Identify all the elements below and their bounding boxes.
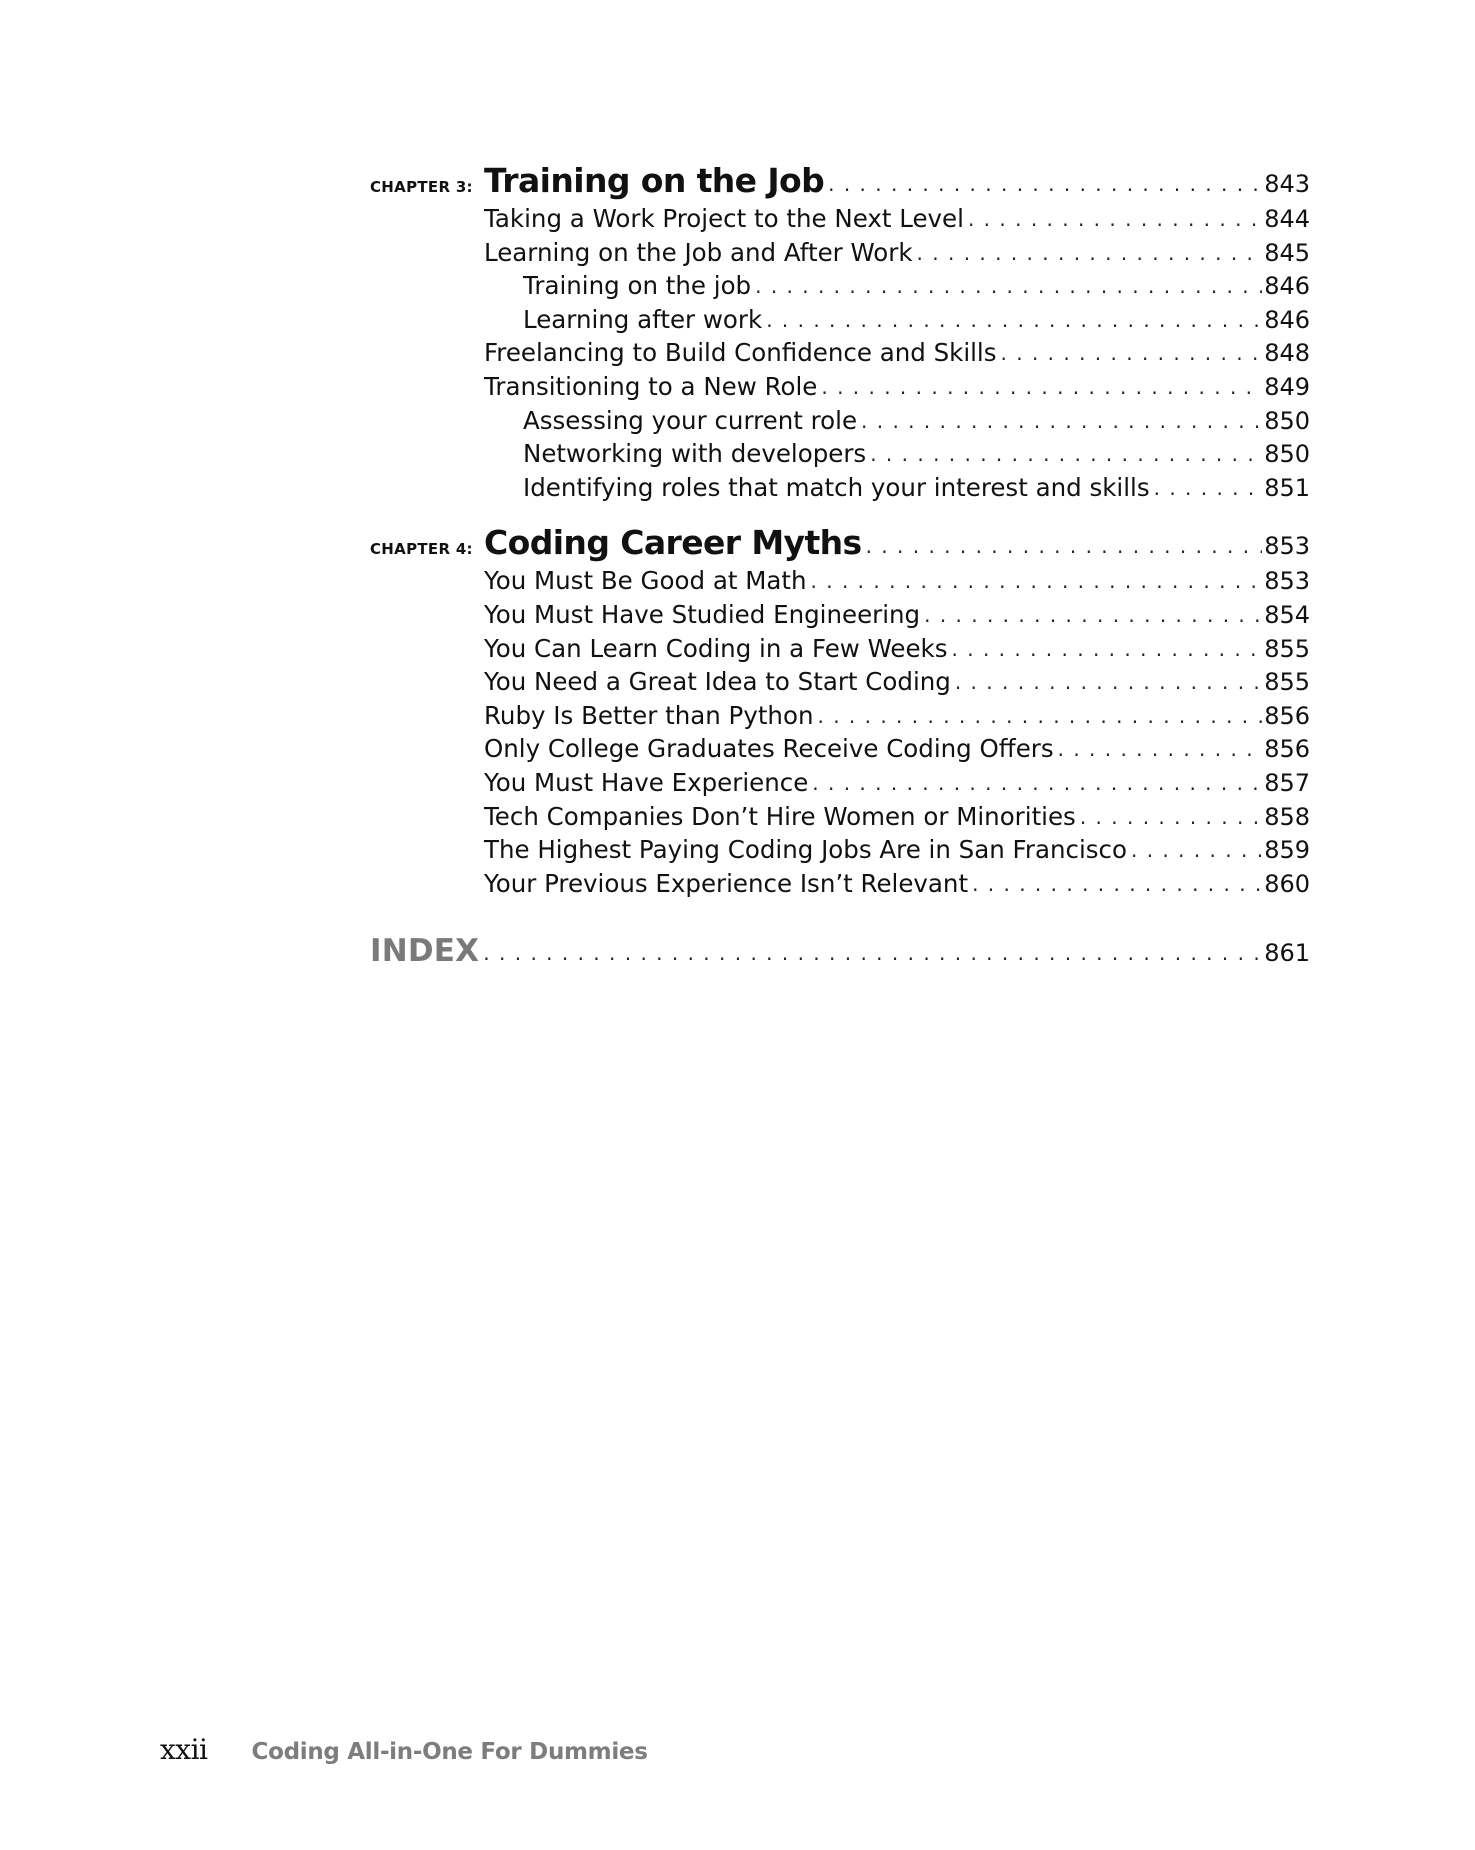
- dot-leader: [821, 375, 1262, 399]
- toc-entry[interactable]: [484, 238, 1310, 272]
- page-number: 846: [1264, 272, 1310, 301]
- toc-subentry[interactable]: [523, 473, 1310, 507]
- dot-leader: [866, 534, 1263, 558]
- page-number: 858: [1264, 802, 1310, 831]
- dot-leader: [972, 872, 1262, 896]
- chapter-title: Training on the Job: [484, 161, 825, 200]
- dot-leader: [483, 941, 1262, 965]
- entry-title: Identifying roles that match your interest and skills: [523, 472, 1150, 502]
- page-number: 850: [1264, 406, 1310, 435]
- chapter-title: Coding Career Myths: [484, 523, 862, 563]
- entry-title: You Must Have Experience: [484, 767, 809, 797]
- dot-leader: [968, 207, 1262, 231]
- toc-entry[interactable]: [484, 802, 1310, 836]
- dot-leader: [1154, 476, 1263, 500]
- toc-subentry[interactable]: [523, 305, 1310, 339]
- page-number: 855: [1264, 634, 1310, 663]
- entry-title: Transitioning to a New Role: [484, 371, 818, 401]
- toc-entry[interactable]: [484, 338, 1310, 372]
- dot-leader: [811, 569, 1263, 593]
- page-number: 846: [1264, 305, 1310, 334]
- page-number: 850: [1264, 440, 1310, 469]
- entry-title: Assessing your current role: [523, 405, 858, 435]
- entry-title: Learning on the Job and After Work: [484, 237, 913, 267]
- toc-entry[interactable]: [484, 701, 1310, 735]
- chapter-title-row[interactable]: [484, 161, 1310, 200]
- table-of-contents: [370, 158, 1310, 916]
- dot-leader: [828, 172, 1262, 196]
- entry-title: The Highest Paying Coding Jobs Are in San Francisco: [484, 835, 1127, 865]
- index-title: INDEX: [370, 933, 480, 969]
- page-number: 857: [1264, 768, 1310, 797]
- entry-title: Ruby Is Better than Python: [484, 700, 814, 730]
- page-number: 848: [1264, 339, 1310, 368]
- chapter-label: CHAPTER 4:: [370, 540, 473, 559]
- page-number: 855: [1264, 668, 1310, 697]
- chapter-heading: [370, 158, 1310, 204]
- toc-subentry[interactable]: [523, 439, 1310, 473]
- entry-title: You Must Have Studied Engineering: [484, 599, 921, 629]
- page-number: 845: [1264, 238, 1310, 267]
- chapter-heading: [370, 520, 1310, 566]
- page-folio: xxii: [160, 1733, 208, 1766]
- toc-entry[interactable]: [484, 600, 1310, 634]
- chapter-3: [370, 158, 1310, 506]
- page-number: 843: [1264, 170, 1310, 198]
- toc-entry[interactable]: [484, 204, 1310, 238]
- toc-entry[interactable]: [484, 634, 1310, 668]
- dot-leader: [812, 771, 1262, 795]
- entry-title: You Can Learn Coding in a Few Weeks: [484, 633, 948, 663]
- dot-leader: [917, 241, 1263, 265]
- page-number: 854: [1264, 600, 1310, 629]
- page-number: 844: [1264, 205, 1310, 233]
- dot-leader: [755, 274, 1262, 298]
- entry-title: You Must Be Good at Math: [484, 566, 807, 596]
- running-book-title: Coding All-in-One For Dummies: [251, 1739, 648, 1765]
- dot-leader: [1131, 838, 1262, 862]
- toc-entry[interactable]: [484, 734, 1310, 768]
- entry-title: You Need a Great Idea to Start Coding: [484, 667, 951, 697]
- dot-leader: [766, 308, 1262, 332]
- toc-entry[interactable]: [484, 667, 1310, 701]
- entry-title: Networking with developers: [523, 439, 867, 469]
- entry-title: Only College Graduates Receive Coding Offers: [484, 734, 1054, 764]
- dot-leader: [1001, 341, 1263, 365]
- dot-leader: [861, 409, 1262, 433]
- entry-title: Learning after work: [523, 304, 763, 334]
- toc-entry[interactable]: [484, 869, 1310, 903]
- page-number: 861: [1264, 939, 1310, 967]
- entry-title: Your Previous Experience Isn’t Relevant: [484, 868, 969, 898]
- page-footer: [160, 1733, 648, 1766]
- entry-title: Freelancing to Build Confidence and Skills: [484, 338, 997, 368]
- entry-title: Tech Companies Don’t Hire Women or Minorities: [484, 801, 1076, 831]
- toc-entry[interactable]: [484, 768, 1310, 802]
- page-number: 859: [1264, 836, 1310, 865]
- index-entry[interactable]: [370, 933, 1310, 969]
- dot-leader: [870, 442, 1262, 466]
- toc-entry[interactable]: [484, 835, 1310, 869]
- entry-title: Taking a Work Project to the Next Level: [484, 204, 964, 233]
- dot-leader: [955, 670, 1262, 694]
- toc-subentry[interactable]: [523, 271, 1310, 305]
- toc-entry[interactable]: [484, 566, 1310, 600]
- chapter-title-row[interactable]: [484, 523, 1310, 562]
- page-number: 856: [1264, 701, 1310, 730]
- page-number: 860: [1264, 869, 1310, 898]
- page-number: 856: [1264, 735, 1310, 764]
- toc-entry[interactable]: [484, 372, 1310, 406]
- page-number: 849: [1264, 372, 1310, 401]
- page-number: 851: [1264, 473, 1310, 502]
- entry-title: Training on the job: [523, 271, 752, 301]
- dot-leader: [952, 637, 1263, 661]
- dot-leader: [817, 704, 1262, 728]
- dot-leader: [1080, 805, 1262, 829]
- page-number: 853: [1264, 567, 1310, 596]
- chapter-label: CHAPTER 3:: [370, 178, 473, 196]
- page-number: 853: [1264, 532, 1310, 561]
- toc-subentry[interactable]: [523, 406, 1310, 440]
- chapter-4: [370, 520, 1310, 902]
- dot-leader: [924, 603, 1262, 627]
- dot-leader: [1058, 737, 1263, 761]
